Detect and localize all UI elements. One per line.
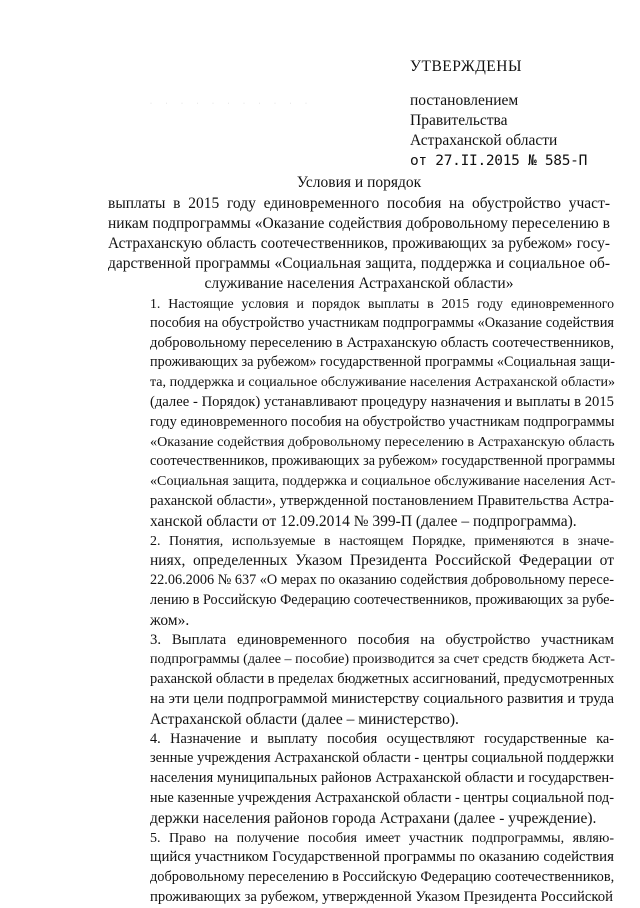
paragraph-line: пособия на обустройство участникам подпрограммы «Оказание содействия: [150, 314, 614, 331]
approval-date: от 27.II.2015 № 585-П: [410, 153, 588, 169]
paragraph-4: [108, 730, 614, 829]
title-line: никам подпрограммы «Оказание содействия добровольному переселению в: [108, 215, 610, 232]
paragraph-line: добровольному переселению в Российскую Федерацию соотечественников,: [150, 869, 615, 886]
scan-artifact: · · · · · · · · · · ·: [150, 101, 313, 107]
paragraph-line: 4. Назначение и выплату пособия осуществляют государственные ка-: [150, 730, 614, 747]
paragraph-line: держки населения районов города Астрахани (далее - учреждение).: [150, 809, 597, 827]
paragraph-line: ные казенные учреждения Астраханской области - центры социальной под-: [150, 789, 614, 806]
approval-stamp: [410, 57, 587, 171]
paragraph-line: 22.06.2006 № 637 «О мерах по оказанию содействия добровольному пересе-: [150, 572, 614, 589]
approval-line: постановлением: [410, 92, 519, 109]
paragraph-line: населения муниципальных районов Астраханской области и государствен-: [150, 770, 614, 787]
paragraph-line: зенные учреждения Астраханской области - центры социальной поддержки: [150, 750, 614, 767]
paragraph-line: Астраханской области (далее – министерство).: [150, 710, 459, 728]
paragraph-3: [108, 631, 614, 730]
paragraph-line: «Социальная защита, поддержка и социальное обслуживание населения Аст-: [150, 473, 616, 490]
paragraph-line: соотечественников, проживающих за рубежом» государственной программы: [150, 453, 615, 470]
paragraph-line: 5. Право на получение пособия имеет участник подпрограммы, являю-: [150, 830, 614, 846]
paragraph-line: на эти цели подпрограммой министерству социального развития и труда: [150, 690, 614, 707]
paragraph-line: раханской области», утвержденной постановлением Правительства Астра-: [150, 492, 614, 509]
paragraph-line: добровольному переселению в Астраханскую область соотечественников,: [150, 334, 614, 351]
paragraph-line: раханской области в пределах бюджетных ассигнований, предусмотренных: [150, 671, 615, 688]
title-line: служивание населения Астраханской области»: [204, 275, 514, 292]
title-line: выплаты в 2015 году единовременного пособия на обустройство участ-: [108, 195, 610, 212]
paragraph-line: проживающих за рубежом» государственной программы «Социальная защи-: [150, 354, 615, 371]
paragraph-line: «Оказание содействия добровольному переселению в Астраханскую область: [150, 433, 615, 450]
approval-line: Правительства: [410, 112, 508, 129]
paragraph-line: ниях, определенных Указом Президента Российской Федерации от: [150, 552, 614, 570]
title-line: дарственной программы «Социальная защита, поддержка и социальное об-: [108, 255, 610, 272]
paragraph-line: жом».: [150, 611, 190, 629]
paragraph-2: [108, 532, 614, 631]
paragraph-line: лению в Российскую Федерацию соотечественников, проживающих за рубе-: [150, 591, 615, 608]
document-title: [108, 173, 610, 294]
paragraph-line: та, поддержка и социальное обслуживание населения Астраханской области»: [150, 374, 616, 391]
title-heading: Условия и порядок: [296, 174, 422, 191]
paragraph-1: [108, 294, 614, 532]
paragraph-line: ханской области от 12.09.2014 № 399-П (далее – подпрограмма).: [150, 512, 577, 530]
paragraph-line: году единовременного пособия на обустройство участникам подпрограммы: [150, 413, 615, 430]
paragraph-line: подпрограммы (далее – пособие) производится за счет средств бюджета Аст-: [150, 651, 615, 668]
title-line: Астраханскую область соотечественников, проживающих за рубежом» госу-: [108, 235, 610, 252]
paragraph-line: щийся участником Государственной программы по оказанию содействия: [150, 849, 614, 866]
paragraph-line: проживающих за рубежом, утвержденной Указом Президента Российской: [150, 888, 614, 905]
paragraph-line: (далее - Порядок) устанавливают процедуру назначения и выплаты в 2015: [150, 393, 614, 410]
approval-line: Астраханской области: [410, 132, 558, 149]
paragraph-line: 1. Настоящие условия и порядок выплаты в 2015 году единовременного: [150, 296, 614, 311]
paragraph-5: [108, 829, 614, 908]
document-body: [108, 294, 614, 908]
approval-title: УТВЕРЖДЕНЫ: [410, 58, 522, 75]
paragraph-line: 3. Выплата единовременного пособия на обустройство участникам: [150, 631, 614, 648]
paragraph-line: 2. Понятия, используемые в настоящем Порядке, применяются в значе-: [150, 533, 614, 549]
